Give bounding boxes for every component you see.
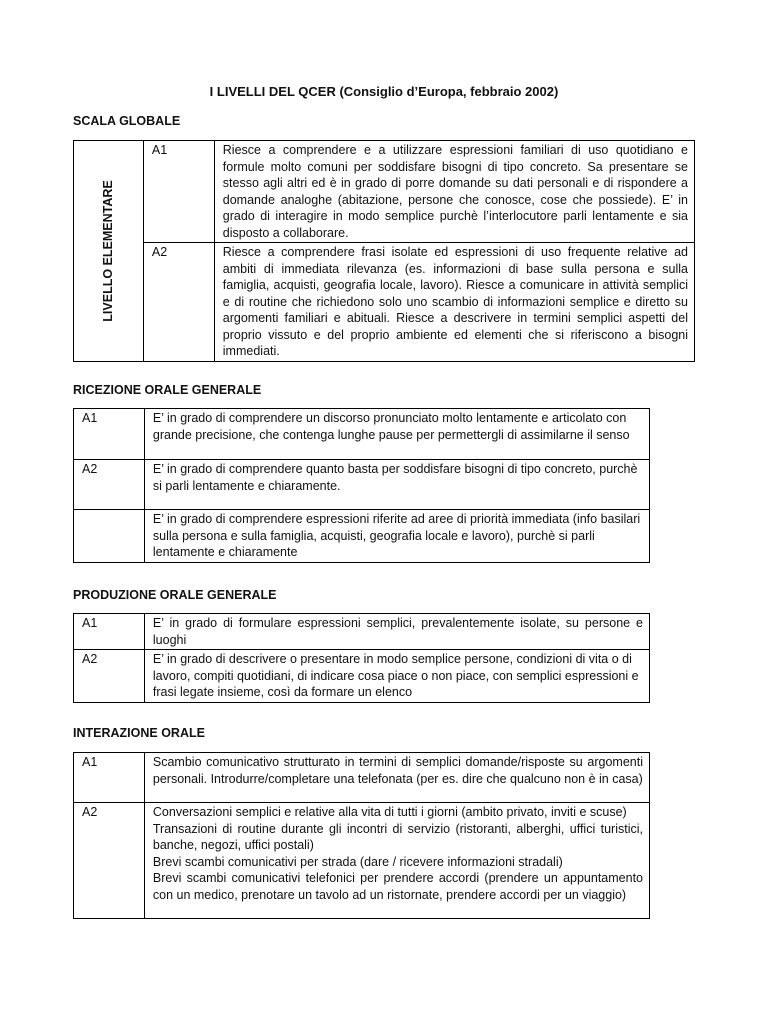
level-cell: A1 xyxy=(74,614,145,650)
interaction-line: Brevi scambi comunicativi per strada (dare / ricevere informazioni stradali) xyxy=(152,854,563,869)
description-cell: E’ in grado di comprendere un discorso pronunciato molto lentamente e articolato con grande precisione, che contenga lunghe pause per permettergli di assimilarne il senso xyxy=(144,409,649,460)
table-row xyxy=(74,141,695,243)
interaction-line: Conversazioni semplici e relative alla vita di tutti i giorni (ambito privato, inviti e scuse) xyxy=(152,805,627,819)
side-label: LIVELLO ELEMENTARE xyxy=(101,180,116,322)
level-cell xyxy=(74,510,145,563)
interaction-line: Transazioni di routine durante gli incontri di servizio (ristoranti, alberghi, uffici turistici, banche, negozi, uffici postali) xyxy=(152,821,643,852)
description-cell: E’ in grado di comprendere espressioni riferite ad aree di priorità immediata (info basilari sulla persona e sulla famiglia, acquisti, geografia locale e lavoro), purchè si parli lentamente e chiaramente xyxy=(144,510,649,563)
description-cell: Riesce a comprendere frasi isolate ed espressioni di uso frequente relative ad ambiti di immediata rilevanza (es. informazioni di base sulla persona e sulla famiglia, acquisti, geografia locale, lavoro). Riesce a comunicare in attività semplici e di routine che richiedono solo uno scambio di informazioni semplice e diretto su argomenti familiari e abituali. Riesce a descrivere in termini semplici aspetti del proprio vissuto e del proprio ambiente ed elementi che si riferiscono a bisogni immediati. xyxy=(214,243,694,362)
level-cell: A2 xyxy=(74,803,145,919)
table-row xyxy=(74,510,650,563)
ricezione-table xyxy=(73,408,650,563)
description-cell: E’ in grado di descrivere o presentare in modo semplice persone, condizioni di vita o di lavoro, compiti quotidiani, di indicare cosa piace o non piace, con semplici espressioni e frasi legate insieme, così da formare un elenco xyxy=(144,650,649,703)
table-row xyxy=(74,243,695,362)
description-cell: Scambio comunicativo strutturato in termini di semplici domande/risposte su argomenti personali. Introdurre/completare una telefonata (per es. dire che qualcuno non è in casa) xyxy=(144,753,649,803)
section-title-produzione: PRODUZIONE ORALE GENERALE xyxy=(73,588,277,602)
description-cell xyxy=(144,803,649,919)
table-row xyxy=(74,614,650,650)
description-cell: Riesce a comprendere e a utilizzare espressioni familiari di uso quotidiano e formule molto comuni per soddisfare bisogni di tipo concreto. Sa presentare se stesso agli altri ed è in grado di porre domande su dati personali e di rispondere a domande analoghe (abitazione, persone che conosce, cose che possiede). E’ in grado di interagire in modo semplice purchè l’interlocutore parli lentamente e sia disposto a collaborare. xyxy=(214,141,694,243)
scala-globale-table xyxy=(73,140,695,362)
level-cell: A1 xyxy=(74,409,145,460)
section-title-scala-globale: SCALA GLOBALE xyxy=(73,114,181,128)
level-cell: A2 xyxy=(143,243,214,362)
table-row xyxy=(74,803,650,919)
level-cell: A1 xyxy=(143,141,214,243)
side-label-cell xyxy=(74,141,144,362)
level-cell: A1 xyxy=(74,753,145,803)
table-row xyxy=(74,409,650,460)
table-row xyxy=(74,753,650,803)
level-cell: A2 xyxy=(74,650,145,703)
produzione-table xyxy=(73,613,650,703)
section-title-ricezione: RICEZIONE ORALE GENERALE xyxy=(73,383,262,397)
level-cell: A2 xyxy=(74,460,145,510)
interazione-table xyxy=(73,752,650,919)
table-row xyxy=(74,650,650,703)
interaction-line: Brevi scambi comunicativi telefonici per prendere accordi (prendere un appuntamento con un medico, prenotare un tavolo ad un ristornate, prendere accordi per un viaggio) xyxy=(152,871,643,902)
table-row xyxy=(74,460,650,510)
section-title-interazione: INTERAZIONE ORALE xyxy=(73,726,205,740)
description-cell: E’ in grado di comprendere quanto basta per soddisfare bisogni di tipo concreto, purchè si parli lentamente e chiaramente. xyxy=(144,460,649,510)
description-cell: E’ in grado di formulare espressioni semplici, prevalentemente isolate, su persone e luoghi xyxy=(144,614,649,650)
page-title: I LIVELLI DEL QCER (Consiglio d’Europa, febbraio 2002) xyxy=(209,84,559,99)
